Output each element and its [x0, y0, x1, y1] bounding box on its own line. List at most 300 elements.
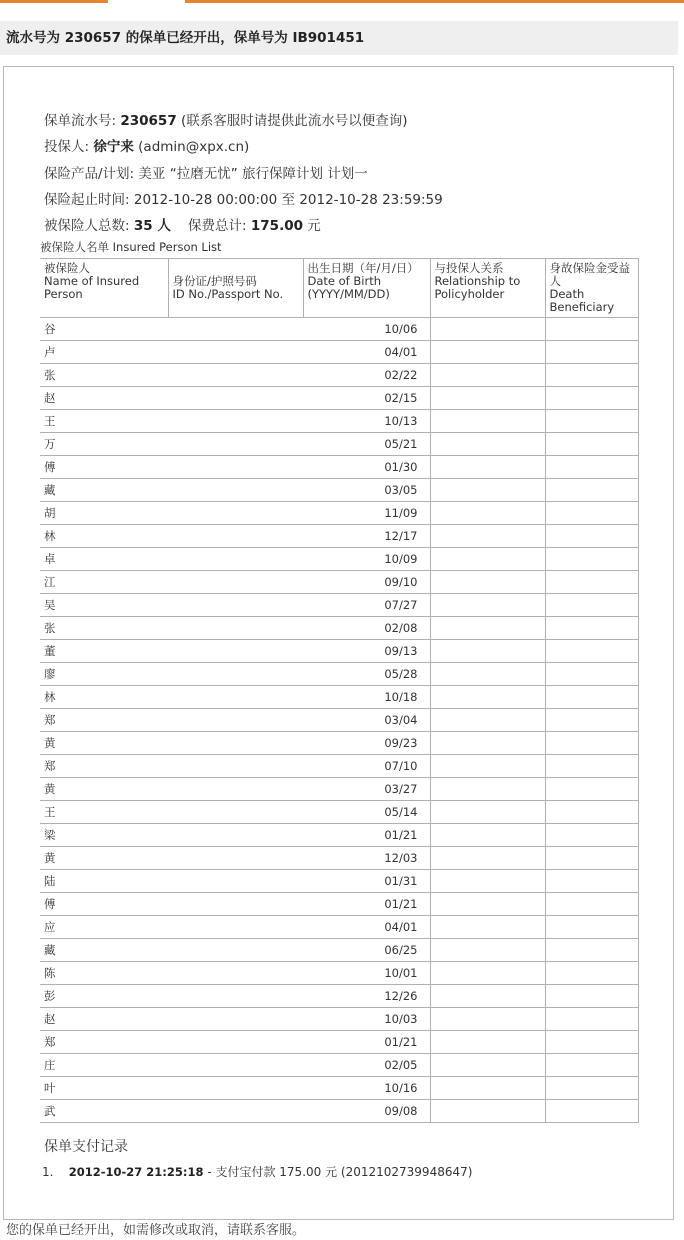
cell-dob: [303, 686, 430, 709]
cell-relationship: [430, 985, 545, 1008]
cell-name-text: 陈: [44, 966, 56, 980]
cell-dob-text: 11/09: [384, 506, 418, 520]
cell-beneficiary: [545, 663, 638, 686]
cell-id: [168, 686, 303, 709]
cell-beneficiary: [545, 755, 638, 778]
cell-dob-text: 10/13: [384, 414, 418, 428]
header-beneficiary: 身故保险金受益人 Death Beneficiary: [545, 259, 638, 318]
cell-name-text: 庄: [44, 1058, 56, 1072]
table-row: [40, 387, 638, 410]
cell-name: [40, 962, 168, 985]
table-row: [40, 341, 638, 364]
holder-name: 徐宁来: [93, 139, 134, 155]
cell-name: [40, 525, 168, 548]
cell-name-text: 王: [44, 805, 56, 819]
cell-dob: [303, 778, 430, 801]
cell-name: [40, 364, 168, 387]
table-row: [40, 410, 638, 433]
cell-name: [40, 1031, 168, 1054]
table-row: [40, 1100, 638, 1123]
cell-name: [40, 801, 168, 824]
cell-beneficiary: [545, 433, 638, 456]
cell-dob: [303, 594, 430, 617]
cell-id: [168, 1008, 303, 1031]
cell-name-text: 赵: [44, 1012, 56, 1026]
cell-name-text: 董: [44, 644, 56, 658]
cell-name: [40, 1077, 168, 1100]
cell-id: [168, 571, 303, 594]
cell-id: [168, 778, 303, 801]
cell-beneficiary: [545, 525, 638, 548]
cell-dob-text: 06/25: [384, 943, 418, 957]
cell-beneficiary: [545, 1031, 638, 1054]
cell-name-text: 应: [44, 920, 56, 934]
cell-name: [40, 732, 168, 755]
cell-dob: [303, 502, 430, 525]
cell-dob-text: 05/14: [384, 805, 418, 819]
cell-relationship: [430, 1054, 545, 1077]
cell-name-text: 吴: [44, 598, 56, 612]
period-line: [44, 188, 443, 208]
cell-relationship: [430, 1008, 545, 1031]
cell-name: [40, 640, 168, 663]
serial-note: (联系客服时请提供此流水号以便查询): [181, 113, 408, 129]
footer-note: 您的保单已经开出，如需修改或取消，请联系客服。: [6, 1223, 306, 1238]
cell-id: [168, 709, 303, 732]
cell-dob-text: 09/23: [384, 736, 418, 750]
count-line: [44, 214, 321, 234]
table-row: [40, 916, 638, 939]
table-row: [40, 663, 638, 686]
product-label: 保险产品/计划:: [44, 166, 135, 182]
cell-dob: [303, 318, 430, 341]
cell-beneficiary: [545, 1100, 638, 1123]
table-row: [40, 479, 638, 502]
cell-id: [168, 870, 303, 893]
holder-label: 投保人:: [44, 139, 90, 155]
cell-relationship: [430, 778, 545, 801]
cell-beneficiary: [545, 502, 638, 525]
serial-line: [44, 109, 408, 129]
cell-name-text: 谷: [44, 322, 56, 336]
cell-beneficiary: [545, 318, 638, 341]
cell-dob: [303, 571, 430, 594]
cell-relationship: [430, 801, 545, 824]
cell-beneficiary: [545, 801, 638, 824]
cell-name-text: 万: [44, 437, 56, 451]
top-accent-strip: [0, 0, 684, 4]
cell-id: [168, 387, 303, 410]
cell-dob-text: 07/10: [384, 759, 418, 773]
payment-desc: - 支付宝付款 175.00 元 (2012102739948647): [207, 1165, 473, 1179]
table-row: [40, 801, 638, 824]
cell-id: [168, 594, 303, 617]
table-row: [40, 1054, 638, 1077]
cell-dob: [303, 893, 430, 916]
cell-name-text: 傅: [44, 897, 56, 911]
issued-banner: 流水号为 230657 的保单已经开出，保单号为 IB901451: [0, 21, 678, 55]
cell-relationship: [430, 502, 545, 525]
cell-dob-text: 09/13: [384, 644, 418, 658]
cell-dob-text: 03/04: [384, 713, 418, 727]
cell-name-text: 张: [44, 368, 56, 382]
cell-name: [40, 1054, 168, 1077]
cell-relationship: [430, 755, 545, 778]
cell-id: [168, 916, 303, 939]
table-row: [40, 709, 638, 732]
cell-relationship: [430, 318, 545, 341]
cell-dob: [303, 824, 430, 847]
cell-dob-text: 01/30: [384, 460, 418, 474]
cell-relationship: [430, 663, 545, 686]
table-row: [40, 318, 638, 341]
holder-line: [44, 135, 249, 155]
holder-email: (admin@xpx.cn): [138, 139, 250, 155]
cell-dob: [303, 640, 430, 663]
cell-id: [168, 617, 303, 640]
cell-dob: [303, 525, 430, 548]
cell-dob: [303, 939, 430, 962]
cell-relationship: [430, 1100, 545, 1123]
cell-relationship: [430, 548, 545, 571]
cell-name-text: 彭: [44, 989, 56, 1003]
cell-dob-text: 01/21: [384, 897, 418, 911]
cell-name: [40, 433, 168, 456]
cell-dob-text: 03/05: [384, 483, 418, 497]
cell-name: [40, 893, 168, 916]
table-row: [40, 686, 638, 709]
cell-relationship: [430, 1031, 545, 1054]
cell-name-text: 郑: [44, 713, 56, 727]
cell-dob: [303, 479, 430, 502]
cell-dob: [303, 985, 430, 1008]
cell-relationship: [430, 571, 545, 594]
payment-time: 2012-10-27 21:25:18: [68, 1165, 204, 1179]
cell-relationship: [430, 1077, 545, 1100]
cell-beneficiary: [545, 870, 638, 893]
cell-name: [40, 709, 168, 732]
cell-dob-text: 09/10: [384, 575, 418, 589]
top-accent-segment: [0, 0, 108, 3]
cell-dob-text: 09/08: [384, 1104, 418, 1118]
cell-dob: [303, 617, 430, 640]
cell-id: [168, 1100, 303, 1123]
cell-dob: [303, 364, 430, 387]
cell-name: [40, 663, 168, 686]
cell-name-text: 叶: [44, 1081, 56, 1095]
payment-record-title: 保单支付记录: [44, 1139, 128, 1155]
cell-relationship: [430, 617, 545, 640]
policy-panel: [3, 66, 674, 1220]
cell-relationship: [430, 962, 545, 985]
cell-id: [168, 962, 303, 985]
cell-name: [40, 778, 168, 801]
cell-dob-text: 04/01: [384, 345, 418, 359]
table-row: [40, 502, 638, 525]
table-row: [40, 847, 638, 870]
cell-name: [40, 1100, 168, 1123]
cell-beneficiary: [545, 893, 638, 916]
cell-relationship: [430, 709, 545, 732]
cell-beneficiary: [545, 387, 638, 410]
cell-dob: [303, 801, 430, 824]
cell-name-text: 卓: [44, 552, 56, 566]
cell-id: [168, 456, 303, 479]
cell-dob: [303, 732, 430, 755]
cell-dob-text: 05/21: [384, 437, 418, 451]
table-row: [40, 571, 638, 594]
cell-id: [168, 1054, 303, 1077]
cell-name: [40, 594, 168, 617]
period-start: 2012-10-28 00:00:00: [133, 192, 278, 208]
cell-beneficiary: [545, 1054, 638, 1077]
table-row: [40, 755, 638, 778]
cell-dob-text: 03/27: [384, 782, 418, 796]
cell-relationship: [430, 410, 545, 433]
cell-name-text: 赵: [44, 391, 56, 405]
cell-name-text: 陆: [44, 874, 56, 888]
cell-relationship: [430, 847, 545, 870]
cell-dob: [303, 870, 430, 893]
table-row: [40, 364, 638, 387]
header-name: 被保险人 Name of Insured Person: [40, 259, 168, 318]
serial-label: 保单流水号:: [44, 113, 117, 129]
table-row: [40, 824, 638, 847]
cell-name: [40, 985, 168, 1008]
cell-dob: [303, 1031, 430, 1054]
cell-dob-text: 10/01: [384, 966, 418, 980]
cell-relationship: [430, 387, 545, 410]
cell-dob-text: 02/22: [384, 368, 418, 382]
cell-name-text: 卢: [44, 345, 56, 359]
cell-relationship: [430, 893, 545, 916]
cell-relationship: [430, 456, 545, 479]
header-id: 身份证/护照号码 ID No./Passport No.: [168, 259, 303, 318]
cell-name: [40, 870, 168, 893]
cell-beneficiary: [545, 824, 638, 847]
top-accent-segment: [185, 0, 684, 3]
cell-beneficiary: [545, 732, 638, 755]
cell-name-text: 黄: [44, 782, 56, 796]
cell-beneficiary: [545, 410, 638, 433]
cell-relationship: [430, 939, 545, 962]
cell-dob: [303, 410, 430, 433]
cell-name: [40, 824, 168, 847]
cell-name: [40, 548, 168, 571]
cell-beneficiary: [545, 341, 638, 364]
cell-dob-text: 01/21: [384, 828, 418, 842]
insured-person-table: [40, 258, 639, 1123]
cell-name-text: 武: [44, 1104, 56, 1118]
cell-id: [168, 755, 303, 778]
cell-name-text: 黄: [44, 736, 56, 750]
cell-id: [168, 893, 303, 916]
cell-dob-text: 05/28: [384, 667, 418, 681]
cell-name-text: 郑: [44, 1035, 56, 1049]
count-label: 被保险人总数:: [44, 218, 130, 234]
cell-dob-text: 02/15: [384, 391, 418, 405]
cell-relationship: [430, 916, 545, 939]
cell-beneficiary: [545, 571, 638, 594]
cell-dob-text: 10/06: [384, 322, 418, 336]
table-row: [40, 939, 638, 962]
cell-beneficiary: [545, 686, 638, 709]
table-row: [40, 433, 638, 456]
table-header-row: [40, 259, 638, 318]
cell-dob: [303, 916, 430, 939]
cell-relationship: [430, 686, 545, 709]
header-relationship: 与投保人关系 Relationship to Policyholder: [430, 259, 545, 318]
table-row: [40, 893, 638, 916]
cell-name-text: 林: [44, 690, 56, 704]
count-value: 35 人: [133, 218, 171, 234]
cell-name: [40, 341, 168, 364]
payment-index: 1.: [42, 1165, 54, 1179]
cell-id: [168, 824, 303, 847]
table-row: [40, 1077, 638, 1100]
cell-relationship: [430, 594, 545, 617]
cell-dob: [303, 1077, 430, 1100]
cell-beneficiary: [545, 709, 638, 732]
cell-dob: [303, 1100, 430, 1123]
cell-name-text: 郑: [44, 759, 56, 773]
cell-id: [168, 985, 303, 1008]
table-row: [40, 870, 638, 893]
cell-id: [168, 318, 303, 341]
cell-beneficiary: [545, 617, 638, 640]
cell-relationship: [430, 824, 545, 847]
table-row: [40, 525, 638, 548]
cell-dob: [303, 1054, 430, 1077]
cell-id: [168, 640, 303, 663]
cell-beneficiary: [545, 1008, 638, 1031]
cell-id: [168, 364, 303, 387]
cell-name: [40, 318, 168, 341]
table-row: [40, 962, 638, 985]
cell-id: [168, 341, 303, 364]
cell-dob: [303, 456, 430, 479]
cell-dob: [303, 387, 430, 410]
cell-id: [168, 939, 303, 962]
premium-value: 175.00: [250, 218, 303, 234]
cell-name-text: 黄: [44, 851, 56, 865]
cell-relationship: [430, 525, 545, 548]
cell-dob-text: 01/21: [384, 1035, 418, 1049]
cell-name-text: 傅: [44, 460, 56, 474]
cell-name: [40, 686, 168, 709]
payment-record-row: [42, 1163, 472, 1180]
table-row: [40, 778, 638, 801]
cell-name-text: 张: [44, 621, 56, 635]
cell-name: [40, 1008, 168, 1031]
cell-id: [168, 847, 303, 870]
cell-name: [40, 456, 168, 479]
cell-dob: [303, 962, 430, 985]
cell-name-text: 王: [44, 414, 56, 428]
cell-dob-text: 12/03: [384, 851, 418, 865]
cell-dob-text: 10/03: [384, 1012, 418, 1026]
insured-list-caption: 被保险人名单 Insured Person List: [40, 240, 222, 254]
cell-dob-text: 10/09: [384, 552, 418, 566]
cell-name-text: 藏: [44, 483, 56, 497]
cell-dob: [303, 341, 430, 364]
cell-id: [168, 801, 303, 824]
table-row: [40, 594, 638, 617]
cell-dob-text: 01/31: [384, 874, 418, 888]
cell-relationship: [430, 640, 545, 663]
cell-beneficiary: [545, 548, 638, 571]
cell-name: [40, 479, 168, 502]
cell-id: [168, 548, 303, 571]
cell-name: [40, 755, 168, 778]
cell-name: [40, 502, 168, 525]
cell-id: [168, 1077, 303, 1100]
cell-name-text: 江: [44, 575, 56, 589]
cell-dob-text: 12/26: [384, 989, 418, 1003]
cell-id: [168, 410, 303, 433]
cell-name: [40, 387, 168, 410]
premium-label: 保费总计:: [188, 218, 247, 234]
cell-dob-text: 07/27: [384, 598, 418, 612]
cell-id: [168, 525, 303, 548]
table-row: [40, 1008, 638, 1031]
cell-relationship: [430, 732, 545, 755]
cell-relationship: [430, 364, 545, 387]
cell-beneficiary: [545, 985, 638, 1008]
cell-name-text: 廖: [44, 667, 56, 681]
table-row: [40, 985, 638, 1008]
cell-beneficiary: [545, 939, 638, 962]
cell-dob-text: 04/01: [384, 920, 418, 934]
period-end: 2012-10-28 23:59:59: [299, 192, 443, 208]
cell-dob-text: 10/16: [384, 1081, 418, 1095]
period-label: 保险起止时间:: [44, 192, 130, 208]
table-row: [40, 456, 638, 479]
cell-id: [168, 502, 303, 525]
cell-dob: [303, 663, 430, 686]
product-value: 美亚 “拉磨无忧” 旅行保障计划 计划一: [138, 166, 368, 182]
table-row: [40, 640, 638, 663]
table-row: [40, 548, 638, 571]
cell-relationship: [430, 479, 545, 502]
cell-id: [168, 1031, 303, 1054]
cell-name: [40, 916, 168, 939]
cell-name: [40, 410, 168, 433]
table-row: [40, 1031, 638, 1054]
cell-beneficiary: [545, 916, 638, 939]
cell-beneficiary: [545, 1077, 638, 1100]
cell-beneficiary: [545, 778, 638, 801]
cell-beneficiary: [545, 962, 638, 985]
cell-beneficiary: [545, 640, 638, 663]
product-line: [44, 162, 368, 182]
cell-dob: [303, 709, 430, 732]
cell-beneficiary: [545, 594, 638, 617]
cell-name: [40, 847, 168, 870]
table-row: [40, 732, 638, 755]
header-dob: 出生日期（年/月/日） Date of Birth (YYYY/MM/DD): [303, 259, 430, 318]
cell-relationship: [430, 341, 545, 364]
cell-name-text: 梁: [44, 828, 56, 842]
cell-dob-text: 12/17: [384, 529, 418, 543]
cell-dob-text: 10/18: [384, 690, 418, 704]
cell-beneficiary: [545, 456, 638, 479]
cell-name: [40, 939, 168, 962]
cell-dob: [303, 1008, 430, 1031]
period-to: 至: [281, 192, 296, 208]
cell-dob: [303, 847, 430, 870]
cell-dob-text: 02/08: [384, 621, 418, 635]
